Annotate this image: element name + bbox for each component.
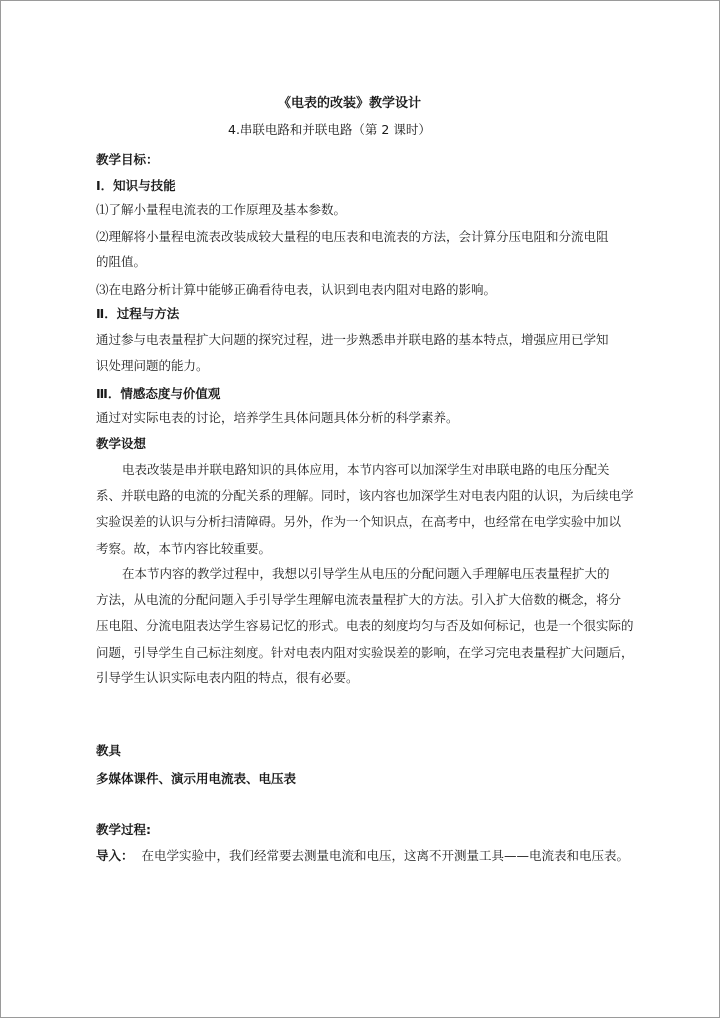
- knowledge-item-2-cont: 的阻值。: [96, 254, 147, 269]
- equipment-heading: 教具: [96, 743, 122, 758]
- knowledge-item-2: ⑵理解将小量程电流表改装成较大量程的电压表和电流表的方法，会计算分压电阻和分流电阻: [96, 229, 609, 244]
- design-para2-line-1: 在本节内容的教学过程中，我想以引导学生从电压的分配问题入手理解电压表量程扩大的: [122, 566, 610, 581]
- design-heading: 教学设想: [96, 436, 147, 451]
- procedure-intro-label: 导入：: [96, 848, 134, 863]
- design-para1-line-3: 实验误差的认识与分析扫清障碍。另外，作为一个知识点，在高考中，也经常在电学实验中加以: [96, 514, 622, 529]
- design-para1-line-1: 电表改装是串并联电路知识的具体应用，本节内容可以加深学生对串联电路的电压分配关: [122, 462, 610, 477]
- document-subtitle: 4.串联电路和并联电路（第 2 课时）: [228, 122, 431, 137]
- knowledge-item-3: ⑶在电路分析计算中能够正确看待电表，认识到电表内阻对电路的影响。: [96, 282, 497, 297]
- knowledge-heading: Ⅰ．知识与技能: [96, 178, 176, 193]
- procedure-heading: 教学过程:: [96, 822, 151, 837]
- equipment-content: 多媒体课件、演示用电流表、电压表: [96, 771, 297, 786]
- design-para2-line-2: 方法，从电流的分配问题入手引导学生理解电流表量程扩大的方法。引入扩大倍数的概念，将分: [96, 592, 622, 607]
- design-para2-line-4: 问题，引导学生自己标注刻度。针对电表内阻对实验误差的影响，在学习完电表量程扩大问题后，: [96, 645, 634, 660]
- design-para1-line-2: 系、并联电路的电流的分配关系的理解。同时，该内容也加深学生对电表内阻的认识，为后续电学: [96, 488, 634, 503]
- design-para2-line-5: 引导学生认识实际电表内阻的特点，很有必要。: [96, 670, 359, 685]
- objectives-heading: 教学目标：: [96, 152, 159, 167]
- document-title: 《电表的改装》教学设计: [278, 96, 422, 111]
- procedure-intro: [96, 848, 629, 864]
- attitude-line-1: 通过对实际电表的讨论，培养学生具体问题具体分析的科学素养。: [96, 410, 459, 425]
- attitude-heading: Ⅲ．情感态度与价值观: [96, 386, 221, 401]
- design-para1-line-4: 考察。故，本节内容比较重要。: [96, 541, 272, 556]
- process-line-1: 通过参与电表量程扩大问题的探究过程，进一步熟悉串并联电路的基本特点，增强应用已学知: [96, 332, 609, 347]
- knowledge-item-1: ⑴了解小量程电流表的工作原理及基本参数。: [96, 202, 347, 217]
- process-heading: Ⅱ．过程与方法: [96, 306, 180, 321]
- process-line-2: 识处理问题的能力。: [96, 358, 209, 373]
- procedure-intro-text: 在电学实验中，我们经常要去测量电流和电压，这离不开测量工具——电流表和电压表。: [141, 848, 630, 863]
- design-para2-line-3: 压电阻、分流电阻表达学生容易记忆的形式。电表的刻度均匀与否及如何标记，也是一个很实际的: [96, 618, 634, 633]
